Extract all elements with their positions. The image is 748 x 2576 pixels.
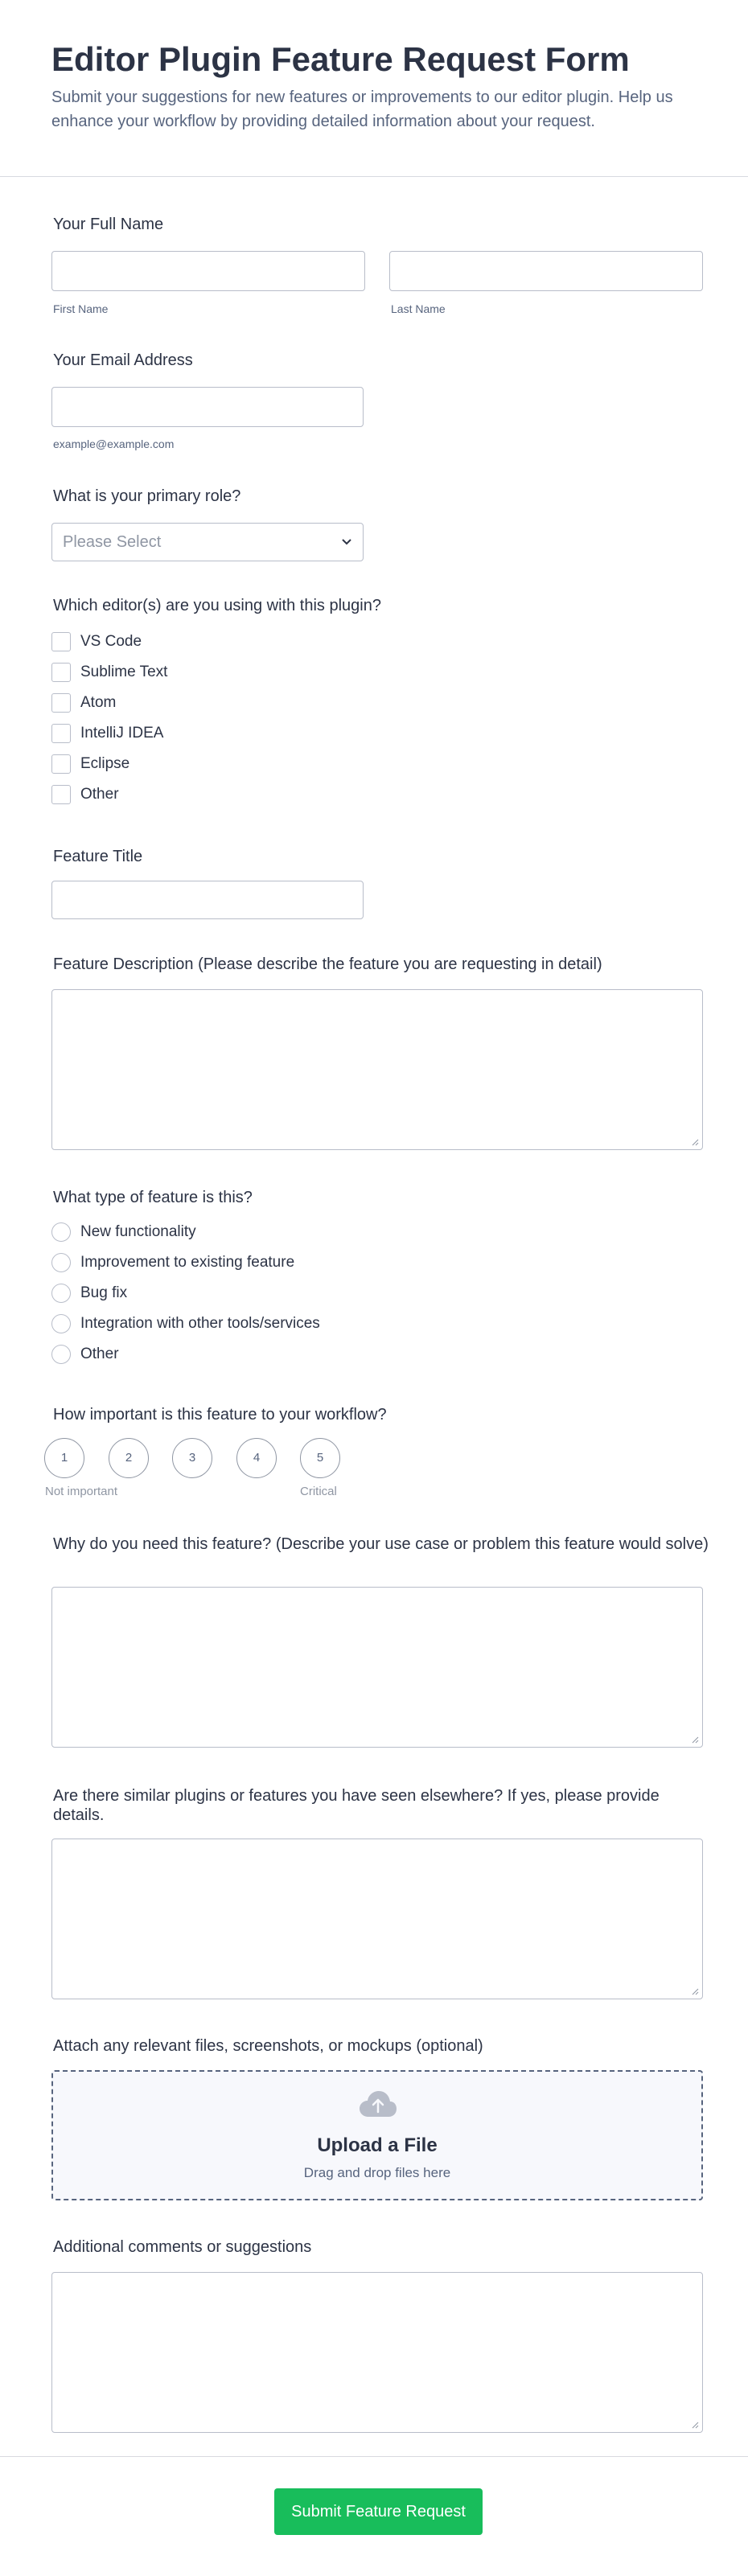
why-needed-label: Why do you need this feature? (Describe your use case or problem this feature would solve) [53, 1535, 709, 1553]
upload-subtitle: Drag and drop files here [303, 2165, 451, 2180]
resize-grip-icon[interactable] [691, 2421, 699, 2429]
scale-option-label: 3 [188, 1451, 196, 1465]
feature-title-label: Feature Title [53, 848, 143, 865]
editor-option[interactable] [51, 661, 389, 684]
checkbox[interactable] [51, 785, 71, 804]
editor-option-label: Eclipse [80, 755, 130, 772]
editor-option[interactable] [51, 722, 389, 745]
feature-type-option[interactable] [51, 1313, 389, 1335]
footer-divider [0, 2456, 748, 2457]
scale-high-label: Critical [300, 1485, 337, 1498]
feature-type-option[interactable] [51, 1282, 389, 1304]
feature-type-option-label: Improvement to existing feature [80, 1254, 295, 1271]
editor-option-label: Atom [80, 694, 117, 711]
resize-grip-icon[interactable] [691, 1736, 699, 1744]
editor-option-label: Sublime Text [80, 664, 168, 680]
scale-low-label: Not important [45, 1485, 118, 1498]
feature-title-input[interactable] [51, 881, 364, 919]
feature-type-option[interactable] [51, 1221, 389, 1243]
feature-type-option[interactable] [51, 1343, 389, 1366]
scale-option-label: 1 [60, 1451, 68, 1465]
submit-button[interactable]: Submit Feature Request [274, 2488, 483, 2535]
attachments-label: Attach any relevant files, screenshots, or mockups (optional) [53, 2037, 483, 2055]
chevron-down-icon [340, 537, 353, 547]
form-title: Editor Plugin Feature Request Form [51, 40, 630, 78]
scale-option-3[interactable] [172, 1438, 212, 1478]
feature-type-option-label: New functionality [80, 1223, 196, 1240]
feature-type-option-label: Other [80, 1346, 119, 1362]
last-name-input[interactable] [389, 251, 703, 291]
scale-option-1[interactable] [44, 1438, 84, 1478]
similar-label: Are there similar plugins or features you have seen elsewhere? If yes, please provide details. [53, 1787, 660, 1824]
first-name-input[interactable] [51, 251, 365, 291]
email-input[interactable] [51, 387, 364, 427]
email-sublabel: example@example.com [53, 438, 175, 450]
editor-option[interactable] [51, 631, 389, 653]
feature-description-textarea[interactable] [51, 989, 703, 1150]
scale-option-4[interactable] [236, 1438, 277, 1478]
editor-option[interactable] [51, 692, 389, 714]
editor-option[interactable] [51, 753, 389, 775]
resize-grip-icon[interactable] [691, 1138, 699, 1146]
feature-type-option-label: Integration with other tools/services [80, 1315, 320, 1332]
scale-option-label: 4 [253, 1451, 261, 1465]
why-needed-textarea[interactable] [51, 1587, 703, 1748]
full-name-label: Your Full Name [53, 216, 164, 233]
editor-option-label: VS Code [80, 633, 142, 650]
feature-type-option-label: Bug fix [80, 1284, 128, 1301]
radio-button[interactable] [51, 1345, 71, 1364]
scale-option-5[interactable] [300, 1438, 340, 1478]
radio-button[interactable] [51, 1314, 71, 1333]
scale-option-2[interactable] [109, 1438, 149, 1478]
editors-label: Which editor(s) are you using with this plugin? [53, 597, 381, 614]
form-subtitle: Submit your suggestions for new features or improvements to our editor plugin. Help us enhance your workflow by providing detailed information about your request. [51, 88, 673, 130]
feature-type-option[interactable] [51, 1251, 389, 1274]
checkbox[interactable] [51, 724, 71, 743]
radio-button[interactable] [51, 1253, 71, 1272]
last-name-sublabel: Last Name [391, 302, 446, 315]
editor-option-label: Other [80, 786, 119, 803]
feature-type-label: What type of feature is this? [53, 1189, 253, 1206]
comments-textarea[interactable] [51, 2272, 703, 2433]
feature-description-label: Feature Description (Please describe the feature you are requesting in detail) [53, 955, 602, 973]
role-select-placeholder: Please Select [63, 533, 162, 551]
resize-grip-icon[interactable] [691, 1987, 699, 1995]
scale-option-label: 2 [125, 1451, 133, 1465]
scale-option-label: 5 [316, 1451, 324, 1465]
importance-label: How important is this feature to your workflow? [53, 1406, 387, 1424]
upload-title: Upload a File [317, 2134, 438, 2156]
email-label: Your Email Address [53, 351, 193, 369]
checkbox[interactable] [51, 663, 71, 682]
editor-option[interactable] [51, 783, 389, 806]
similar-textarea[interactable] [51, 1839, 703, 1999]
cloud-upload-icon [359, 2089, 397, 2118]
editor-option-label: IntelliJ IDEA [80, 725, 164, 742]
comments-label: Additional comments or suggestions [53, 2238, 312, 2256]
role-select[interactable] [51, 523, 364, 561]
radio-button[interactable] [51, 1284, 71, 1303]
form-header [0, 0, 748, 177]
checkbox[interactable] [51, 632, 71, 651]
checkbox[interactable] [51, 693, 71, 713]
role-label: What is your primary role? [53, 487, 241, 505]
checkbox[interactable] [51, 754, 71, 774]
radio-button[interactable] [51, 1222, 71, 1242]
first-name-sublabel: First Name [53, 302, 109, 315]
file-upload-dropzone[interactable] [51, 2070, 703, 2200]
